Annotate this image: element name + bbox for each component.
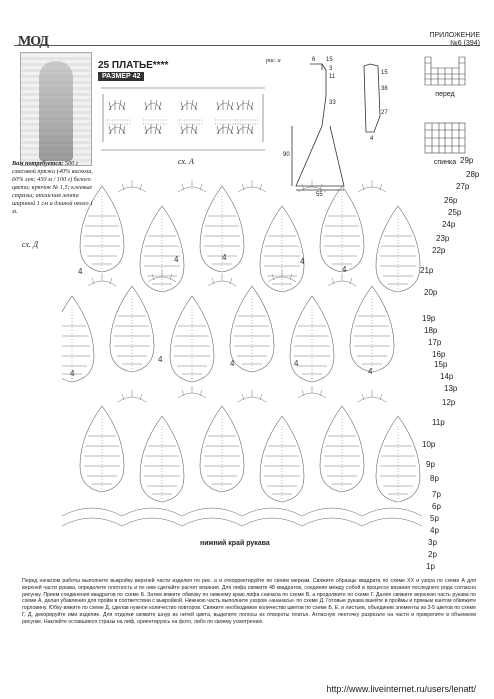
svg-text:4: 4 <box>78 267 83 276</box>
row-number: 26р <box>444 196 458 205</box>
instructions-text: Перед началом работы выполните выкройку верхней части изделия по рис. а и откорректируйте по своим меркам. Свяжите образцы квадрата по схеме ХХ и узора по схеме А для верхней части рукава, определите плотность и по ним сделайте расчет вязания. Для лифа свяжите 48 квадратов, соединяя между собой в процессе вязания последнего ряда согласно рисунку. Прием соединения квадратов по схеме Б. Затем вяжите обвязку по нижнему краю лифа сначала по схеме В, а продолжите по схеме Г. Далее свяжите верхнюю часть рукава по схеме А, делая убавления для пройм в соответствии с выкройкой. Нижнюю часть выполните узором «ананасы» по схеме Д. Готовые рукава вшейте в проймы и прямым кантом обвяжите горловину. Юбку вяжите по схеме Д, сделав нужное количество повторов. Свяжите необходимое количество цветов по схеме Б, Е, и листьев, объединив элементы из 3-5 цветов по схеме Г, Д, декорируйте ими изделие. Для отделки свяжите шнур из нитей цвета, выделите полосы из отвороты платья. Атласную ленточку разрезьте на части и прикрепите в объемном рисунке. Наклейте оставшиеся стразы на лиф, ориентируясь на фото, либо по своему усмотрению. <box>22 578 476 625</box>
row-number: 14р <box>440 372 454 381</box>
pattern-band-bottom <box>80 406 420 502</box>
dim-11: 11 <box>329 74 336 80</box>
svg-text:4: 4 <box>300 257 305 266</box>
row-number: 20р <box>424 288 438 297</box>
row-number: 24р <box>442 220 456 229</box>
masthead-rule <box>14 45 480 46</box>
model-title: 25 ПЛАТЬЕ**** <box>98 60 169 71</box>
back-grid <box>424 122 466 154</box>
pattern-band-mid <box>62 286 394 382</box>
svg-text:4: 4 <box>294 359 299 368</box>
dress-figure <box>39 61 73 161</box>
row-number: 10р <box>422 440 436 449</box>
row-number: 15р <box>434 360 448 369</box>
schema-a-diagram <box>97 80 269 156</box>
row-numbers <box>420 156 480 571</box>
dim-6: 6 <box>312 57 316 63</box>
materials-text: 500 г смесовой пряжи (40% вискоза, 60% лен; 450 м / 100 г) белого цвета; крючок № 1,5; клеевые стразы; атласная лента шириной 1 см и длиной около 1 м. <box>12 160 94 215</box>
row-number: 25р <box>448 208 462 217</box>
row-number: 5р <box>430 514 439 523</box>
svg-text:4: 4 <box>70 369 75 378</box>
back-label: спинка <box>433 159 457 166</box>
masthead <box>14 32 480 49</box>
dim-27: 27 <box>381 110 388 116</box>
dim-55: 55 <box>316 192 323 196</box>
front-grid <box>424 56 466 86</box>
svg-text:4: 4 <box>230 359 235 368</box>
dim-90: 90 <box>283 152 290 158</box>
row-number: 18р <box>424 326 438 335</box>
row-number: 28р <box>466 170 480 179</box>
row-number: 9р <box>426 460 435 469</box>
row-number: 1р <box>426 562 435 571</box>
row-number: 8р <box>430 474 439 483</box>
dim-33: 33 <box>329 100 336 106</box>
row-number: 4р <box>430 526 439 535</box>
row-number: 16р <box>432 350 446 359</box>
sleeve-edge-caption: нижний край рукава <box>200 540 270 547</box>
dim-15: 15 <box>326 57 333 63</box>
row-number: 23р <box>436 234 450 243</box>
svg-text:4: 4 <box>158 355 163 364</box>
row-number: 6р <box>432 502 441 511</box>
schema-d-label: сх. Д <box>22 240 39 249</box>
row-number: 7р <box>432 490 441 499</box>
dim-38: 38 <box>381 86 388 92</box>
source-url-link[interactable]: http://www.liveinternet.ru/users/lenatt/ <box>326 684 476 694</box>
svg-text:4: 4 <box>368 367 373 376</box>
row-number: 11р <box>432 418 445 427</box>
row-number: 13р <box>444 384 458 393</box>
pineapple-pattern-diagram <box>62 176 422 534</box>
model-photo <box>20 52 92 166</box>
svg-text:4: 4 <box>174 255 179 264</box>
dress-schematic <box>282 56 390 196</box>
figure-a-label: рис. а <box>266 58 281 64</box>
schema-a-label: сх. А <box>178 157 194 166</box>
model-size: РАЗМЕР 42 <box>98 72 144 81</box>
row-number: 22р <box>432 246 446 255</box>
dim-4: 4 <box>370 136 374 142</box>
pattern-chain-lines <box>62 508 422 526</box>
row-number: 3р <box>428 538 437 547</box>
issue-number: ПРИЛОЖЕНИЕ №6 (394) <box>429 32 480 47</box>
row-number: 2р <box>428 550 437 559</box>
svg-text:4: 4 <box>222 253 227 262</box>
front-grid-block <box>424 56 466 98</box>
row-number: 27р <box>456 182 470 191</box>
front-label: перед <box>435 91 455 98</box>
row-number: 21р <box>420 266 434 275</box>
pattern-arcs <box>88 180 386 402</box>
row-number: 29р <box>460 156 474 165</box>
magazine-logo: МОД <box>18 34 49 49</box>
svg-text:4: 4 <box>342 265 347 274</box>
pattern-band-top <box>80 186 420 292</box>
row-number: 17р <box>428 338 442 347</box>
dim-15b: 15 <box>381 70 388 76</box>
row-number: 12р <box>442 398 456 407</box>
row-number: 19р <box>422 314 436 323</box>
dim-3: 3 <box>329 66 333 72</box>
materials-lead: Вам потребуется: <box>12 160 64 167</box>
